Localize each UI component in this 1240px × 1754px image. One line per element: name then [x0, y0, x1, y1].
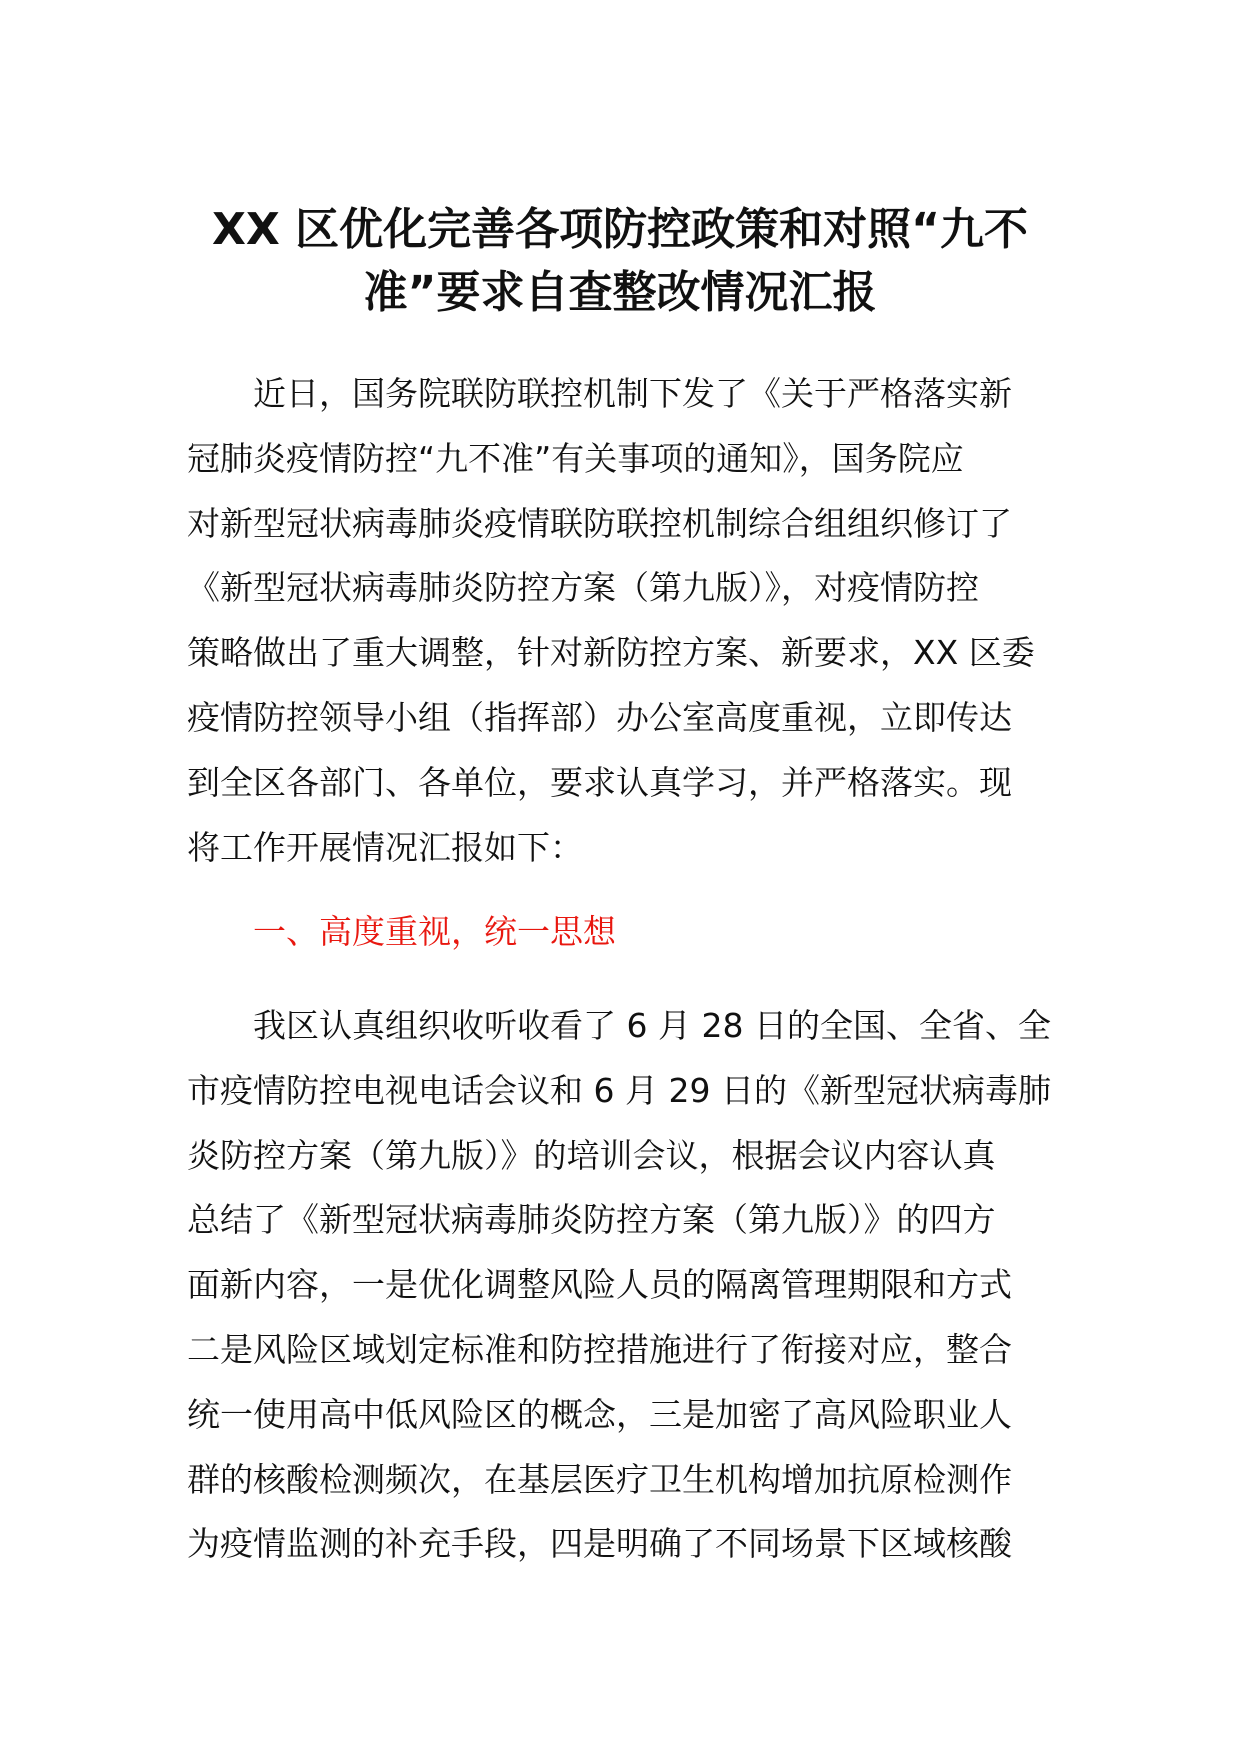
paragraph-line: 面新内容，一是优化调整风险人员的隔离管理期限和方式: [187, 1265, 1012, 1305]
paragraph-line: 炎防控方案（第九版）》的培训会议，根据会议内容认真: [187, 1135, 996, 1175]
paragraph-line: 总结了《新型冠状病毒肺炎防控方案（第九版）》的四方: [187, 1200, 996, 1240]
paragraph-line: 冠肺炎疫情防控“九不准”有关事项的通知》，国务院应: [187, 438, 964, 478]
paragraph-line: 将工作开展情况汇报如下：: [187, 827, 583, 867]
paragraph-line: 我区认真组织收听收看了 6 月 28 日的全国、全省、全: [253, 1006, 1051, 1045]
paragraph-line: 对新型冠状病毒肺炎疫情联防联控机制综合组组织修订了: [187, 503, 1012, 543]
paragraph-line: 统一使用高中低风险区的概念，三是加密了高风险职业人: [187, 1394, 1012, 1434]
paragraph-line: 为疫情监测的补充手段，四是明确了不同场景下区域核酸: [187, 1524, 1012, 1564]
paragraph-line: 到全区各部门、各单位，要求认真学习，并严格落实。现: [187, 762, 1012, 802]
document-title: [150, 198, 1090, 324]
intro-paragraph: [187, 362, 1060, 880]
section1-paragraph: [187, 994, 1060, 1577]
paragraph-line: 群的核酸检测频次，在基层医疗卫生机构增加抗原检测作: [187, 1459, 1012, 1499]
paragraph-line: 策略做出了重大调整，针对新防控方案、新要求，XX 区委: [187, 633, 1035, 673]
title-line: 准”要求自查整改情况汇报: [363, 267, 877, 318]
title-line: XX 区优化完善各项防控政策和对照“九不: [211, 204, 1029, 255]
paragraph-line: 二是风险区域划定标准和防控措施进行了衔接对应，整合: [187, 1329, 1012, 1369]
paragraph-line: 市疫情防控电视电话会议和 6 月 29 日的《新型冠状病毒肺: [187, 1070, 1051, 1110]
paragraph-line: 近日，国务院联防联控机制下发了《关于严格落实新: [253, 374, 1012, 413]
paragraph-line: 疫情防控领导小组（指挥部）办公室高度重视，立即传达: [187, 697, 1012, 737]
paragraph-line: 《新型冠状病毒肺炎防控方案（第九版）》，对疫情防控: [187, 568, 979, 608]
section-heading: 一、高度重视，统一思想: [253, 912, 616, 951]
